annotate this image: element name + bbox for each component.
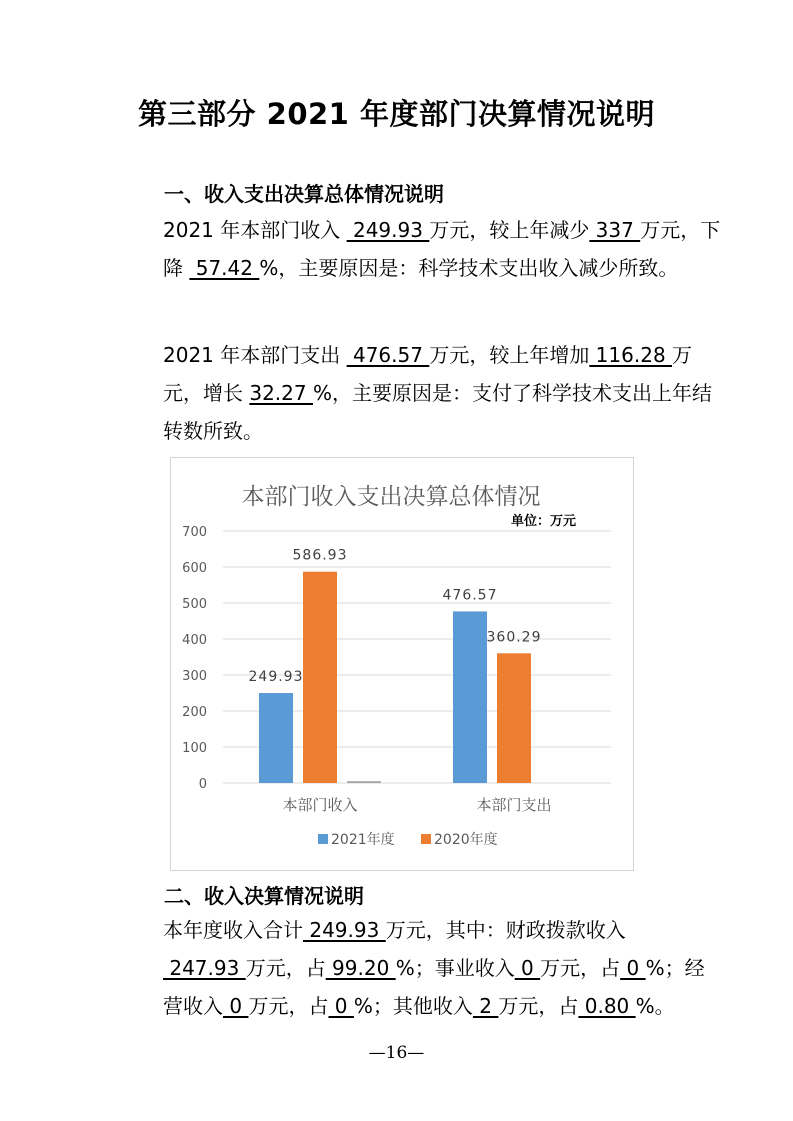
chart-unit-note: 单位：万元 bbox=[510, 514, 576, 529]
y-tick-label: 700 bbox=[182, 525, 207, 540]
section-heading-overall: 一、收入支出决算总体情况说明 bbox=[164, 182, 444, 206]
expense-increase-value: 116.28 bbox=[589, 343, 673, 367]
y-tick-label: 100 bbox=[182, 741, 207, 756]
bar bbox=[259, 693, 293, 783]
y-tick-label: 300 bbox=[182, 669, 207, 684]
x-category-label: 本部门收入 bbox=[282, 796, 358, 814]
expense-increase-percent: 32.27 bbox=[249, 381, 313, 405]
paragraph-expense-summary: 2021 年本部门支出 476.57 万元，较上年增加 116.28 万元，增长 32.27 %，主要原因是：支付了科学技术支出上年结转数所致。 bbox=[163, 343, 712, 443]
data-label: 586.93 bbox=[292, 547, 348, 564]
paragraph-income-summary: 2021 年本部门收入 249.93 万元，较上年减少 337 万元，下降 57.42 %，主要原因是：科学技术支出收入减少所致。 bbox=[163, 218, 721, 280]
bar bbox=[453, 611, 487, 783]
x-category-label: 本部门支出 bbox=[476, 796, 552, 814]
income-decrease-value: 337 bbox=[589, 218, 641, 242]
legend-label: 2021年度 bbox=[331, 832, 395, 848]
income-expense-chart bbox=[170, 457, 634, 871]
bar bbox=[303, 572, 337, 783]
legend-label: 2020年度 bbox=[434, 832, 498, 848]
paragraph-income-breakdown: 本年度收入合计 249.93 万元，其中：财政拨款收入 247.93 万元，占 99.20 %；事业收入 0 万元，占 0 %；经营收入 0 万元，占 0 %；其他收入 2 万元，占 0.80 %。 bbox=[163, 918, 705, 1018]
income-value: 249.93 bbox=[346, 218, 430, 242]
income-decrease-percent: 57.42 bbox=[189, 256, 260, 280]
legend-swatch bbox=[421, 834, 431, 844]
chart-svg bbox=[171, 458, 632, 869]
data-label: 476.57 bbox=[442, 587, 498, 604]
data-label: 249.93 bbox=[248, 669, 304, 686]
y-tick-label: 500 bbox=[182, 597, 207, 612]
bar bbox=[347, 781, 381, 783]
bar bbox=[497, 653, 531, 783]
section-heading-income: 二、收入决算情况说明 bbox=[164, 884, 364, 908]
data-label: 360.29 bbox=[486, 629, 542, 646]
y-tick-label: 400 bbox=[182, 633, 207, 648]
expense-value: 476.57 bbox=[346, 343, 430, 367]
page-number: —16— bbox=[368, 1043, 425, 1063]
y-tick-label: 0 bbox=[198, 777, 207, 792]
y-tick-label: 600 bbox=[182, 561, 207, 576]
page-title: 第三部分 2021 年度部门决算情况说明 bbox=[138, 97, 655, 131]
legend-swatch bbox=[318, 834, 328, 844]
chart-title: 本部门收入支出决算总体情况 bbox=[241, 484, 541, 510]
y-tick-label: 200 bbox=[182, 705, 207, 720]
